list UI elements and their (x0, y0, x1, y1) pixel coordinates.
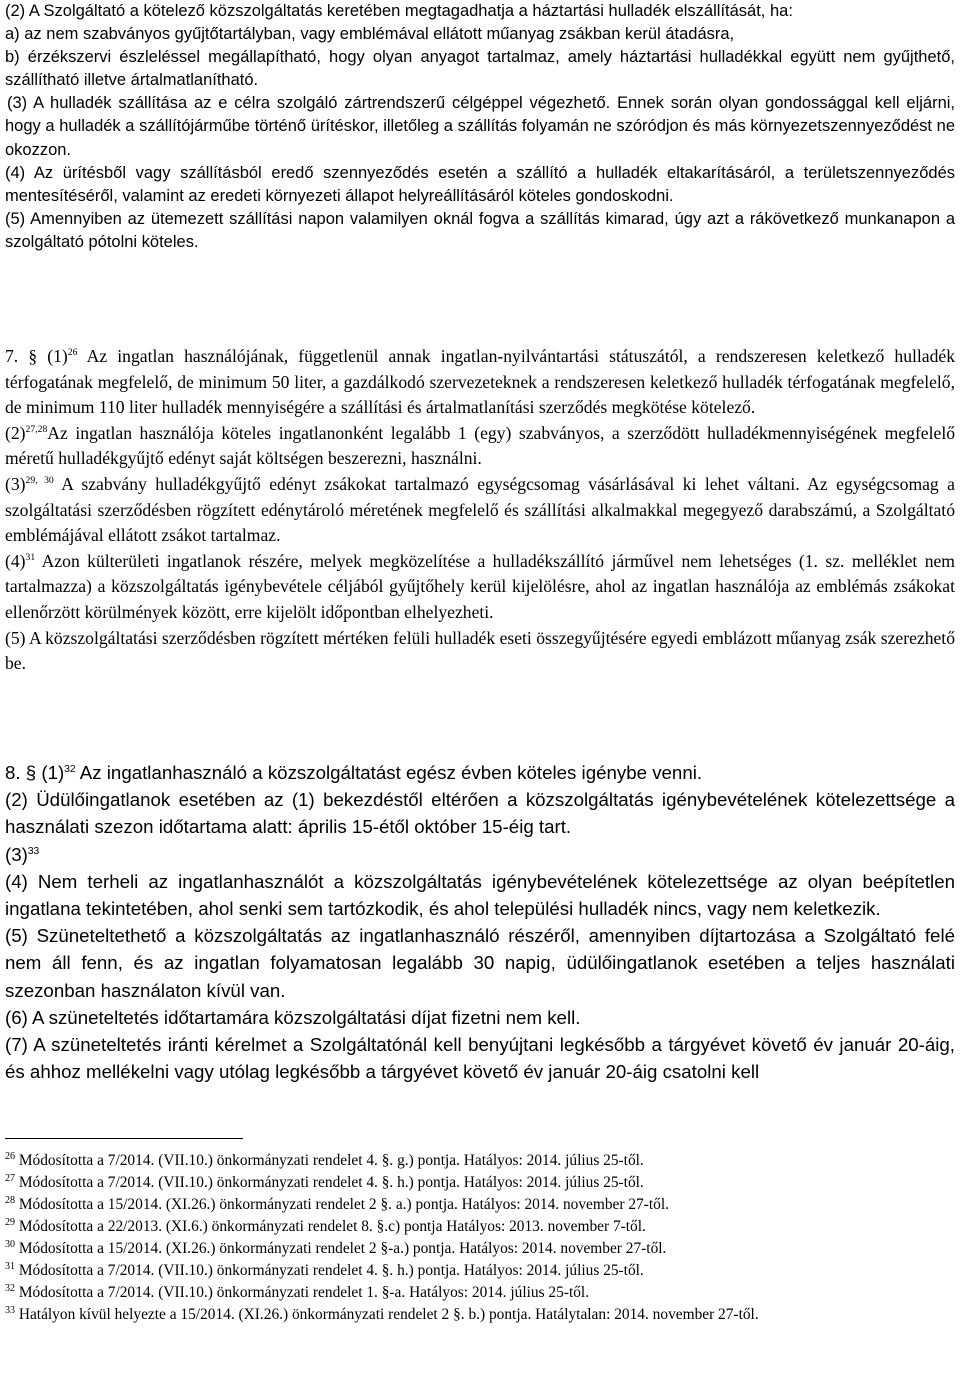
paragraph-7-4-number: (4) (5, 550, 26, 571)
section-7 (5, 344, 955, 677)
paragraph-8-2: (2) Üdülőingatlanok esetében az (1) bekezdéstől eltérően a közszolgáltatás igénybevételének kötelezettsége a használati szezon időtartama alatt: április 15-étől október 15-éig tart. (5, 789, 955, 838)
paragraph-7-2 (5, 421, 955, 472)
footnote-text: Módosította a 22/2013. (XI.6.) önkormányzati rendelet 8. §.c) pontja Hatályos: 2013. november 7-től. (15, 1218, 646, 1235)
paragraph-6-5: (5) Amennyiben az ütemezett szállítási napon valamilyen oknál fogva a szállítás kimarad, úgy azt a rákövetkező munkanapon a szolgáltató pótolni köteles. (5, 209, 955, 251)
footnote-ref-29-30[interactable] (26, 475, 54, 486)
footnote-number: 29 (5, 1216, 15, 1228)
paragraph-7-1-text: Az ingatlan használójának, függetlenül annak ingatlan-nyilvántartási státuszától, a rendszeresen keletkező hulladék térfogatának megfelelő, de minimum 50 liter, a gazdálkodó szervezeteknek a rendszeresen keletkező hulladék térfogatának megfelelő, de minimum 110 liter hulladék mennyiségére a szállítási és ártalmatlanítási szerződés megkötése kötelező. (5, 346, 955, 418)
paragraph-8-5: (5) Szüneteltethető a közszolgáltatás az ingatlanhasználó részéről, amennyiben díjtartozása a Szolgáltató felé nem áll fenn, és az ingatlan folyamatosan legalább 30 napig, üdülőingatlanok esetében a teljes használati szezonban használaton kívül van. (5, 925, 955, 1001)
footnote-separator (5, 1138, 243, 1139)
footnote-number: 28 (5, 1194, 15, 1206)
footnote-ref-29[interactable]: 29 (25, 475, 36, 487)
paragraph-8-3 (5, 841, 955, 868)
paragraph-7-1 (5, 344, 955, 421)
footnote-28 (5, 1194, 955, 1216)
paragraph-6-3-rest: Ennek során olyan gondossággal kell eljárni, hogy a hulladék a szállítójárműbe történő ürítéskor, illetőleg a szállítás folyamán ne szóródjon és más környezetszennyeződést ne okozzon. (5, 94, 956, 159)
footnote-ref-27-28[interactable] (26, 424, 48, 435)
paragraph-6-3 (5, 92, 955, 161)
footnote-text: Módosította a 15/2014. (XI.26.) önkormányzati rendelet 2 §-a.) pontja. Hatályos: 2014. november 27-től. (15, 1240, 667, 1257)
paragraph-7-1-number: 7. § (1) (5, 346, 68, 366)
paragraph-7-4 (5, 549, 955, 626)
footnote-sep: , (35, 475, 45, 487)
footnote-27 (5, 1172, 955, 1194)
paragraph-8-4: (4) Nem terheli az ingatlanhasználót a közszolgáltatás igénybevételének kötelezettsége az olyan beépítetlen ingatlana tekintetében, ahol senki sem tartózkodik, és ahol települési hulladék nincs, vagy nem keletkezik. (5, 870, 955, 920)
paragraph-7-2-number: (2) (5, 422, 26, 443)
footnote-text: Hatályon kívül helyezte a 15/2014. (XI.26.) önkormányzati rendelet 2 §. b.) pontja. Hatálytalan: 2014. november 27-től. (15, 1306, 759, 1323)
footnote-number: 32 (5, 1282, 15, 1294)
footnote-ref-32[interactable]: 32 (64, 763, 76, 775)
paragraph-8-3-number: (3) (5, 843, 28, 865)
footnote-text: Módosította a 15/2014. (XI.26.) önkormányzati rendelet 2 §. a.) pontja. Hatályos: 2014. november 27-től. (15, 1196, 669, 1213)
footnote-31 (5, 1260, 955, 1282)
footnote-ref-28[interactable]: 28 (37, 423, 48, 435)
paragraph-8-6: (6) A szüneteltetés időtartamára közszolgáltatási díjat fizetni nem kell. (5, 1006, 581, 1028)
paragraph-6-3-first: (3) A hulladék szállítása az e célra szolgáló zártrendszerű célgéppel végezhető. (7, 94, 611, 113)
paragraph-8-1-text: Az ingatlanhasználó a közszolgáltatást egész évben köteles igénybe venni. (75, 762, 703, 783)
footnote-text: Módosította a 7/2014. (VII.10.) önkormányzati rendelet 4. §. g.) pontja. Hatályos: 2014. július 25-től. (15, 1152, 644, 1169)
paragraph-7-4-text: Azon külterületi ingatlanok részére, melyek megközelítése a hulladékszállító járművel nem lehetséges (1. sz. melléklet nem tartalmazza) a közszolgáltatás igénybevétele céljából gyűjtőhely kerül kijelölésre, ahol az ingatlan használója az emblémás zsákokat ellenőrzött körülmények között, erre kijelölt időpontban elhelyezheti. (5, 550, 955, 622)
footnote-ref-33[interactable]: 33 (27, 845, 40, 857)
footnote-29 (5, 1216, 955, 1238)
footnote-ref-27[interactable]: 27 (25, 423, 36, 435)
section-6 (5, 0, 955, 254)
paragraph-7-5: (5) A közszolgáltatási szerződésben rögzített mértéken felüli hulladék eseti összegyűjtésére egyedi emblázott műanyag zsák szerezhető be. (5, 627, 955, 674)
footnote-number: 33 (5, 1304, 15, 1316)
footnote-32 (5, 1282, 955, 1304)
paragraph-6-4: (4) Az ürítésből vagy szállításból eredő szennyeződés esetén a szállító a hulladék eltakarításáról, a területszennyeződés mentesítéséről, valamint az eredeti környezeti állapot helyreállításáról köteles gondoskodni. (5, 163, 955, 205)
footnote-30 (5, 1238, 955, 1260)
footnote-number: 27 (5, 1172, 15, 1184)
footnote-ref-31[interactable]: 31 (25, 551, 36, 563)
paragraph-8-7: (7) A szüneteltetés iránti kérelmet a Szolgáltatónál kell benyújtani legkésőbb a tárgyévet követő év január 20-áig, és ahhoz mellékelni vagy utólag legkésőbb a tárgyévet követő év január 20-áig csatolni kell (5, 1034, 955, 1083)
item-6-2-a: a) az nem szabványos gyűjtőtartályban, vagy emblémával ellátott műanyag zsákban kerül átadásra, (5, 25, 735, 44)
paragraph-7-3-number: (3) (5, 473, 26, 494)
item-6-2-b: b) érzékszervi észleléssel megállapítható, hogy olyan anyagot tartalmaz, amely háztartási hulladékkal együtt nem gyűjthető, szállítható illetve ártalmatlanítható. (5, 48, 955, 90)
footnote-text: Módosította a 7/2014. (VII.10.) önkormányzati rendelet 4. §. h.) pontja. Hatályos: 2014. július 25-től. (15, 1174, 644, 1191)
section-8 (5, 759, 955, 1085)
footnote-33 (5, 1304, 955, 1326)
footnote-sep: , (35, 423, 38, 435)
paragraph-8-1 (5, 759, 955, 786)
footnote-26 (5, 1150, 955, 1172)
footnote-ref-30[interactable]: 30 (44, 475, 54, 487)
footnote-number: 30 (5, 1238, 15, 1250)
paragraph-7-3 (5, 472, 955, 549)
paragraph-7-2-text: Az ingatlan használója köteles ingatlanonként legalább 1 (egy) szabványos, a szerződött hulladékmennyiségének megfelelő méretű hulladékgyűjtő edényt saját költségen beszerezni, használni. (5, 422, 955, 469)
footnote-text: Módosította a 7/2014. (VII.10.) önkormányzati rendelet 1. §-a. Hatályos: 2014. július 25-től. (15, 1284, 590, 1301)
footnote-number: 26 (5, 1150, 15, 1162)
paragraph-8-1-number: 8. § (1) (5, 762, 65, 783)
footnote-text: Módosította a 7/2014. (VII.10.) önkormányzati rendelet 4. §. h.) pontja. Hatályos: 2014. július 25-től. (15, 1262, 644, 1279)
paragraph-6-2: (2) A Szolgáltató a kötelező közszolgáltatás keretében megtagadhatja a háztartási hulladék elszállítását, ha: (5, 2, 793, 20)
paragraph-7-3-text: A szabvány hulladékgyűjtő edényt zsákokat tartalmazó egységcsomag vásárlásával ki lehet váltani. Az egységcsomag a szolgáltatási szerződésben rögzített edénytároló méretének megfelelő és szállítási alkalmakkal megegyező darabszámú, a Szolgáltató emblémájával ellátott zsákot tartalmaz. (5, 473, 955, 546)
footnotes (5, 1150, 955, 1326)
footnote-ref-26[interactable]: 26 (67, 347, 78, 359)
footnote-number: 31 (5, 1260, 15, 1272)
